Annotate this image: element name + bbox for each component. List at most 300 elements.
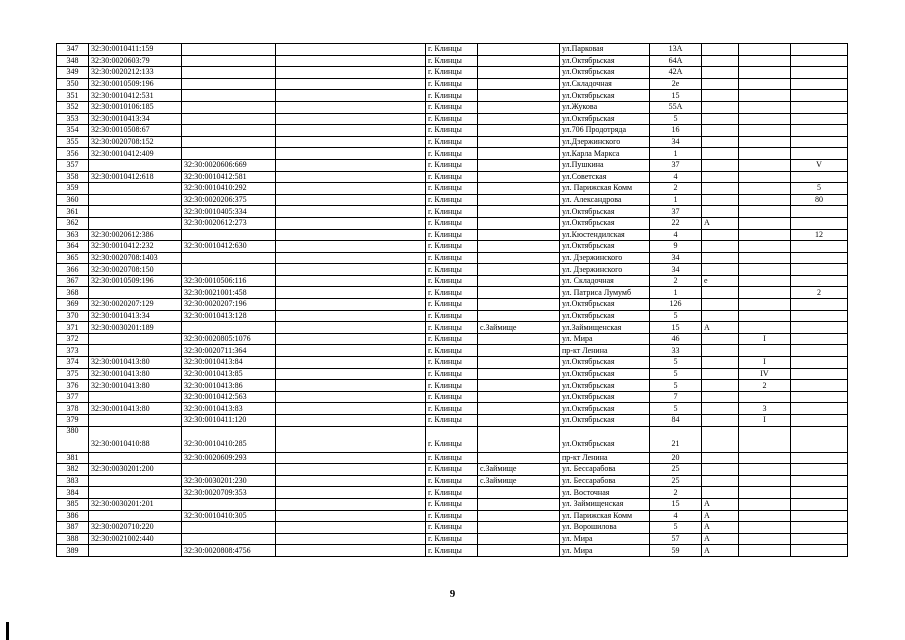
building-cadastral-number: 32:30:0010412:581 bbox=[182, 171, 276, 183]
street: ул.Парковая bbox=[560, 44, 650, 56]
table-row bbox=[57, 487, 848, 499]
house-number: 20 bbox=[650, 452, 702, 464]
table-body bbox=[57, 44, 848, 557]
building-cadastral-number: 32:30:0010413:128 bbox=[182, 310, 276, 322]
table-row bbox=[57, 287, 848, 299]
empty-cell bbox=[276, 475, 426, 487]
building-cadastral-number bbox=[182, 101, 276, 113]
house-letter: А bbox=[702, 522, 739, 534]
empty-cell bbox=[276, 545, 426, 557]
row-number: 375 bbox=[57, 368, 89, 380]
city: г. Клинцы bbox=[426, 299, 478, 311]
row-number: 355 bbox=[57, 136, 89, 148]
empty-cell bbox=[276, 229, 426, 241]
street: ул. Ворошилова bbox=[560, 522, 650, 534]
city: г. Клинцы bbox=[426, 452, 478, 464]
house-letter bbox=[702, 113, 739, 125]
city: г. Клинцы bbox=[426, 498, 478, 510]
city: г. Клинцы bbox=[426, 125, 478, 137]
cadastral-number bbox=[89, 194, 182, 206]
empty-cell bbox=[276, 101, 426, 113]
house-number: 9 bbox=[650, 241, 702, 253]
settlement bbox=[478, 415, 560, 427]
row-number: 354 bbox=[57, 125, 89, 137]
empty-cell bbox=[276, 183, 426, 195]
house-number: 5 bbox=[650, 380, 702, 392]
settlement bbox=[478, 287, 560, 299]
house-letter bbox=[702, 345, 739, 357]
cadastral-number bbox=[89, 206, 182, 218]
house-number: 2е bbox=[650, 78, 702, 90]
row-number: 379 bbox=[57, 415, 89, 427]
extra-number bbox=[791, 275, 848, 287]
house-number: 25 bbox=[650, 475, 702, 487]
empty-cell bbox=[276, 206, 426, 218]
settlement bbox=[478, 67, 560, 79]
building-part bbox=[739, 522, 791, 534]
building-cadastral-number bbox=[182, 78, 276, 90]
row-number: 373 bbox=[57, 345, 89, 357]
city: г. Клинцы bbox=[426, 345, 478, 357]
street: ул.Пушкина bbox=[560, 159, 650, 171]
empty-cell bbox=[276, 403, 426, 415]
extra-number: 5 bbox=[791, 183, 848, 195]
building-part: IV bbox=[739, 368, 791, 380]
empty-cell bbox=[276, 252, 426, 264]
city: г. Клинцы bbox=[426, 545, 478, 557]
house-number: 4 bbox=[650, 171, 702, 183]
row-number: 372 bbox=[57, 333, 89, 345]
settlement: с.Займище bbox=[478, 322, 560, 334]
extra-number bbox=[791, 380, 848, 392]
table-row bbox=[57, 148, 848, 160]
street: ул. Дзержинского bbox=[560, 252, 650, 264]
settlement bbox=[478, 498, 560, 510]
house-number: 37 bbox=[650, 159, 702, 171]
settlement bbox=[478, 403, 560, 415]
cadastral-number: 32:30:0010410:88 bbox=[89, 426, 182, 452]
table-row bbox=[57, 183, 848, 195]
building-part bbox=[739, 498, 791, 510]
cadastral-number: 32:30:0010106:185 bbox=[89, 101, 182, 113]
row-number: 385 bbox=[57, 498, 89, 510]
row-number: 380 bbox=[57, 426, 89, 452]
cadastral-number: 32:30:0021002:440 bbox=[89, 533, 182, 545]
extra-number: 2 bbox=[791, 287, 848, 299]
settlement bbox=[478, 90, 560, 102]
building-cadastral-number: 32:30:0020612:273 bbox=[182, 217, 276, 229]
empty-cell bbox=[276, 148, 426, 160]
row-number: 359 bbox=[57, 183, 89, 195]
extra-number bbox=[791, 345, 848, 357]
building-part bbox=[739, 545, 791, 557]
extra-number bbox=[791, 403, 848, 415]
house-number: 59 bbox=[650, 545, 702, 557]
extra-number bbox=[791, 55, 848, 67]
table-row bbox=[57, 159, 848, 171]
empty-cell bbox=[276, 299, 426, 311]
settlement bbox=[478, 252, 560, 264]
building-part bbox=[739, 101, 791, 113]
row-number: 368 bbox=[57, 287, 89, 299]
street: ул. Патриса Лумумб bbox=[560, 287, 650, 299]
building-part bbox=[739, 55, 791, 67]
extra-number bbox=[791, 136, 848, 148]
house-number: 34 bbox=[650, 252, 702, 264]
city: г. Клинцы bbox=[426, 252, 478, 264]
cadastral-number: 32:30:0010413:34 bbox=[89, 113, 182, 125]
building-cadastral-number bbox=[182, 264, 276, 276]
extra-number bbox=[791, 533, 848, 545]
empty-cell bbox=[276, 426, 426, 452]
table-row bbox=[57, 125, 848, 137]
empty-cell bbox=[276, 333, 426, 345]
city: г. Клинцы bbox=[426, 90, 478, 102]
table-row bbox=[57, 464, 848, 476]
row-number: 370 bbox=[57, 310, 89, 322]
building-part bbox=[739, 113, 791, 125]
extra-number: 12 bbox=[791, 229, 848, 241]
empty-cell bbox=[276, 498, 426, 510]
row-number: 386 bbox=[57, 510, 89, 522]
city: г. Клинцы bbox=[426, 333, 478, 345]
empty-cell bbox=[276, 90, 426, 102]
row-number: 366 bbox=[57, 264, 89, 276]
house-number: 5 bbox=[650, 403, 702, 415]
row-number: 384 bbox=[57, 487, 89, 499]
settlement bbox=[478, 275, 560, 287]
house-number: 2 bbox=[650, 275, 702, 287]
cadastral-number: 32:30:0010411:159 bbox=[89, 44, 182, 56]
house-number: 55А bbox=[650, 101, 702, 113]
row-number: 347 bbox=[57, 44, 89, 56]
row-number: 353 bbox=[57, 113, 89, 125]
city: г. Клинцы bbox=[426, 475, 478, 487]
city: г. Клинцы bbox=[426, 275, 478, 287]
street: ул.Займищенская bbox=[560, 322, 650, 334]
house-letter bbox=[702, 299, 739, 311]
building-cadastral-number: 32:30:0010412:630 bbox=[182, 241, 276, 253]
empty-cell bbox=[276, 159, 426, 171]
table-row bbox=[57, 452, 848, 464]
city: г. Клинцы bbox=[426, 206, 478, 218]
house-number: 22 bbox=[650, 217, 702, 229]
city: г. Клинцы bbox=[426, 194, 478, 206]
table-row bbox=[57, 403, 848, 415]
city: г. Клинцы bbox=[426, 241, 478, 253]
empty-cell bbox=[276, 415, 426, 427]
extra-number bbox=[791, 252, 848, 264]
house-letter bbox=[702, 183, 739, 195]
row-number: 377 bbox=[57, 391, 89, 403]
table-row bbox=[57, 275, 848, 287]
building-cadastral-number: 32:30:0010413:84 bbox=[182, 357, 276, 369]
table-row bbox=[57, 90, 848, 102]
city: г. Клинцы bbox=[426, 310, 478, 322]
row-number: 382 bbox=[57, 464, 89, 476]
building-cadastral-number bbox=[182, 136, 276, 148]
row-number: 358 bbox=[57, 171, 89, 183]
empty-cell bbox=[276, 522, 426, 534]
table-row bbox=[57, 194, 848, 206]
row-number: 374 bbox=[57, 357, 89, 369]
empty-cell bbox=[276, 464, 426, 476]
extra-number bbox=[791, 510, 848, 522]
house-number: 25 bbox=[650, 464, 702, 476]
city: г. Клинцы bbox=[426, 533, 478, 545]
street: ул. Бессарабова bbox=[560, 475, 650, 487]
extra-number bbox=[791, 310, 848, 322]
house-letter bbox=[702, 252, 739, 264]
extra-number bbox=[791, 299, 848, 311]
empty-cell bbox=[276, 380, 426, 392]
city: г. Клинцы bbox=[426, 522, 478, 534]
table-row bbox=[57, 510, 848, 522]
street: ул. Складочная bbox=[560, 275, 650, 287]
cadastral-number bbox=[89, 287, 182, 299]
house-letter bbox=[702, 487, 739, 499]
building-cadastral-number: 32:30:0010411:120 bbox=[182, 415, 276, 427]
extra-number bbox=[791, 368, 848, 380]
house-number: 37 bbox=[650, 206, 702, 218]
building-part bbox=[739, 487, 791, 499]
street: ул.Октябрьская bbox=[560, 426, 650, 452]
cadastral-number: 32:30:0020708:152 bbox=[89, 136, 182, 148]
house-number: 5 bbox=[650, 113, 702, 125]
building-cadastral-number bbox=[182, 90, 276, 102]
house-letter bbox=[702, 136, 739, 148]
settlement bbox=[478, 206, 560, 218]
settlement bbox=[478, 368, 560, 380]
building-part bbox=[739, 67, 791, 79]
building-part bbox=[739, 44, 791, 56]
table-row bbox=[57, 333, 848, 345]
city: г. Клинцы bbox=[426, 159, 478, 171]
empty-cell bbox=[276, 113, 426, 125]
table-row bbox=[57, 229, 848, 241]
cadastral-number: 32:30:0020710:220 bbox=[89, 522, 182, 534]
row-number: 383 bbox=[57, 475, 89, 487]
empty-cell bbox=[276, 487, 426, 499]
building-part bbox=[739, 310, 791, 322]
building-cadastral-number: 32:30:0010412:563 bbox=[182, 391, 276, 403]
cadastral-number: 32:30:0010509:196 bbox=[89, 78, 182, 90]
house-letter bbox=[702, 101, 739, 113]
settlement bbox=[478, 299, 560, 311]
street: ул.Октябрьская bbox=[560, 380, 650, 392]
house-number: 15 bbox=[650, 498, 702, 510]
row-number: 378 bbox=[57, 403, 89, 415]
building-part bbox=[739, 475, 791, 487]
extra-number bbox=[791, 487, 848, 499]
settlement bbox=[478, 229, 560, 241]
house-number: 1 bbox=[650, 148, 702, 160]
building-part bbox=[739, 241, 791, 253]
extra-number bbox=[791, 101, 848, 113]
building-part bbox=[739, 322, 791, 334]
extra-number bbox=[791, 333, 848, 345]
table-row bbox=[57, 55, 848, 67]
building-cadastral-number bbox=[182, 113, 276, 125]
table-row bbox=[57, 322, 848, 334]
settlement: с.Займище bbox=[478, 464, 560, 476]
extra-number bbox=[791, 452, 848, 464]
settlement bbox=[478, 310, 560, 322]
table-row bbox=[57, 475, 848, 487]
house-number: 33 bbox=[650, 345, 702, 357]
settlement bbox=[478, 113, 560, 125]
row-number: 388 bbox=[57, 533, 89, 545]
city: г. Клинцы bbox=[426, 403, 478, 415]
house-number: 5 bbox=[650, 357, 702, 369]
building-cadastral-number bbox=[182, 322, 276, 334]
street: ул. Парижская Комм bbox=[560, 510, 650, 522]
table-row bbox=[57, 345, 848, 357]
house-letter: е bbox=[702, 275, 739, 287]
extra-number bbox=[791, 241, 848, 253]
cadastral-number bbox=[89, 391, 182, 403]
street: ул.Октябрьская bbox=[560, 310, 650, 322]
row-number: 364 bbox=[57, 241, 89, 253]
building-cadastral-number: 32:30:0010405:334 bbox=[182, 206, 276, 218]
building-part bbox=[739, 533, 791, 545]
street: ул.Октябрьская bbox=[560, 113, 650, 125]
extra-number bbox=[791, 125, 848, 137]
city: г. Клинцы bbox=[426, 229, 478, 241]
house-letter bbox=[702, 287, 739, 299]
building-part bbox=[739, 287, 791, 299]
cadastral-number: 32:30:0010413:34 bbox=[89, 310, 182, 322]
extra-number bbox=[791, 498, 848, 510]
house-letter: А bbox=[702, 533, 739, 545]
empty-cell bbox=[276, 310, 426, 322]
empty-cell bbox=[276, 67, 426, 79]
street: ул. Парижская Комм bbox=[560, 183, 650, 195]
cadastral-number: 32:30:0020212:133 bbox=[89, 67, 182, 79]
city: г. Клинцы bbox=[426, 264, 478, 276]
city: г. Клинцы bbox=[426, 487, 478, 499]
empty-cell bbox=[276, 44, 426, 56]
building-part: 2 bbox=[739, 380, 791, 392]
table-row bbox=[57, 545, 848, 557]
empty-cell bbox=[276, 125, 426, 137]
empty-cell bbox=[276, 510, 426, 522]
row-number: 348 bbox=[57, 55, 89, 67]
building-cadastral-number: 32:30:0020609:293 bbox=[182, 452, 276, 464]
table-row bbox=[57, 217, 848, 229]
city: г. Клинцы bbox=[426, 426, 478, 452]
empty-cell bbox=[276, 78, 426, 90]
house-letter bbox=[702, 44, 739, 56]
building-part bbox=[739, 299, 791, 311]
cadastral-number: 32:30:0010413:80 bbox=[89, 403, 182, 415]
street: ул. Восточная bbox=[560, 487, 650, 499]
settlement bbox=[478, 391, 560, 403]
city: г. Клинцы bbox=[426, 113, 478, 125]
row-number: 349 bbox=[57, 67, 89, 79]
house-letter bbox=[702, 415, 739, 427]
house-letter bbox=[702, 464, 739, 476]
table-row bbox=[57, 415, 848, 427]
table-row bbox=[57, 391, 848, 403]
extra-number bbox=[791, 67, 848, 79]
house-number: 4 bbox=[650, 229, 702, 241]
row-number: 360 bbox=[57, 194, 89, 206]
city: г. Клинцы bbox=[426, 287, 478, 299]
cadastral-number: 32:30:0020612:386 bbox=[89, 229, 182, 241]
street: ул.Дзержинского bbox=[560, 136, 650, 148]
street: ул.706 Продотряда bbox=[560, 125, 650, 137]
house-letter bbox=[702, 241, 739, 253]
cadastral-number: 32:30:0010413:80 bbox=[89, 368, 182, 380]
empty-cell bbox=[276, 241, 426, 253]
table-row bbox=[57, 44, 848, 56]
table-row bbox=[57, 101, 848, 113]
cadastral-number: 32:30:0020207:129 bbox=[89, 299, 182, 311]
cadastral-number bbox=[89, 452, 182, 464]
building-cadastral-number: 32:30:0020206:375 bbox=[182, 194, 276, 206]
building-cadastral-number bbox=[182, 498, 276, 510]
house-letter bbox=[702, 368, 739, 380]
building-part bbox=[739, 275, 791, 287]
row-number: 352 bbox=[57, 101, 89, 113]
street: пр-кт Ленина bbox=[560, 452, 650, 464]
house-letter bbox=[702, 452, 739, 464]
city: г. Клинцы bbox=[426, 55, 478, 67]
building-cadastral-number bbox=[182, 44, 276, 56]
house-number: 64А bbox=[650, 55, 702, 67]
extra-number bbox=[791, 426, 848, 452]
settlement bbox=[478, 159, 560, 171]
extra-number bbox=[791, 113, 848, 125]
building-cadastral-number: 32:30:0021001:458 bbox=[182, 287, 276, 299]
cadastral-number: 32:30:0010413:80 bbox=[89, 357, 182, 369]
house-letter bbox=[702, 357, 739, 369]
building-cadastral-number bbox=[182, 125, 276, 137]
building-cadastral-number: 32:30:0020711:364 bbox=[182, 345, 276, 357]
building-cadastral-number bbox=[182, 67, 276, 79]
building-part bbox=[739, 206, 791, 218]
house-letter bbox=[702, 264, 739, 276]
page-number: 9 bbox=[449, 588, 456, 600]
house-number: 15 bbox=[650, 90, 702, 102]
city: г. Клинцы bbox=[426, 415, 478, 427]
street: ул.Октябрьская bbox=[560, 206, 650, 218]
street: ул.Карла Маркса bbox=[560, 148, 650, 160]
table-row bbox=[57, 252, 848, 264]
building-part: I bbox=[739, 357, 791, 369]
cadastral-number bbox=[89, 510, 182, 522]
building-part bbox=[739, 252, 791, 264]
row-number: 356 bbox=[57, 148, 89, 160]
building-cadastral-number bbox=[182, 533, 276, 545]
empty-cell bbox=[276, 171, 426, 183]
house-number: 34 bbox=[650, 264, 702, 276]
building-cadastral-number: 32:30:0020207:196 bbox=[182, 299, 276, 311]
table-row bbox=[57, 310, 848, 322]
city: г. Клинцы bbox=[426, 67, 478, 79]
extra-number bbox=[791, 264, 848, 276]
table-row bbox=[57, 264, 848, 276]
cadastral-number bbox=[89, 545, 182, 557]
settlement bbox=[478, 357, 560, 369]
house-number: 4 bbox=[650, 510, 702, 522]
building-part bbox=[739, 426, 791, 452]
settlement bbox=[478, 264, 560, 276]
building-part bbox=[739, 345, 791, 357]
extra-number bbox=[791, 322, 848, 334]
row-number: 369 bbox=[57, 299, 89, 311]
